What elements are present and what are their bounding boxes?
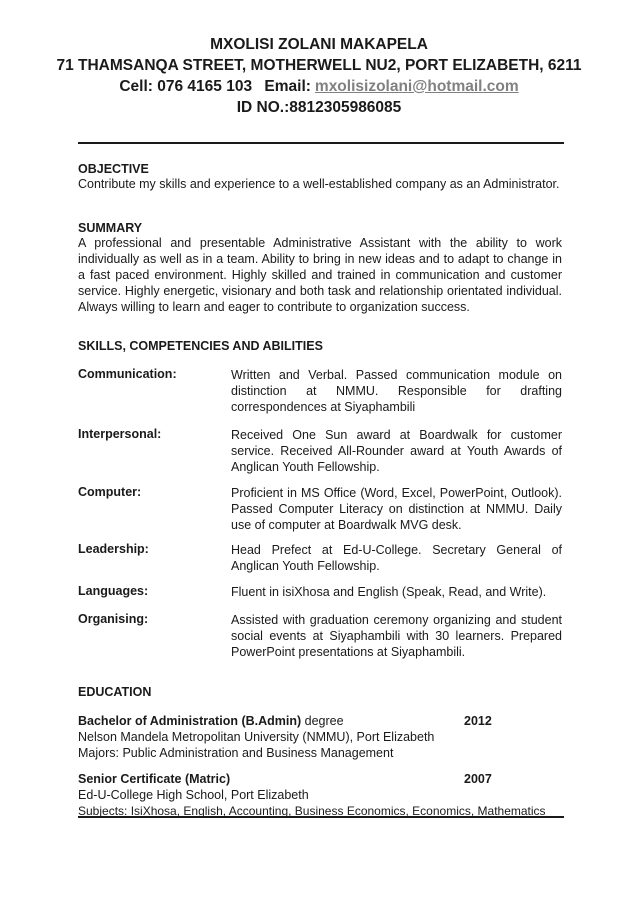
id-number: ID NO.:8812305986085 — [236, 99, 402, 116]
resume-header — [0, 34, 638, 118]
objective-title: OBJECTIVE — [78, 162, 149, 176]
skill-label-organising: Organising: — [78, 612, 149, 626]
header-divider — [78, 142, 564, 144]
education-entry — [78, 771, 564, 819]
candidate-name: MXOLISI ZOLANI MAKAPELA — [210, 36, 428, 53]
footer-divider — [78, 816, 564, 818]
education-entry — [78, 713, 564, 761]
skill-text-languages: Fluent in isiXhosa and English (Speak, Read, and Write). — [231, 585, 547, 599]
institution: Ed-U-College High School, Port Elizabeth — [78, 788, 309, 802]
summary-title: SUMMARY — [78, 221, 143, 235]
institution: Nelson Mandela Metropolitan University (NMMU), Port Elizabeth — [78, 730, 435, 744]
qualification-details: Subjects: IsiXhosa, English, Accounting, Business Economics, Economics, Mathematics — [78, 804, 546, 818]
skill-label-leadership: Leadership: — [78, 542, 149, 556]
candidate-address: 71 THAMSANQA STREET, MOTHERWELL NU2, PORT ELIZABETH, 6211 — [56, 57, 582, 74]
objective-text: Contribute my skills and experience to a well-established company as an Administrator. — [78, 177, 560, 191]
skill-text-leadership: Head Prefect at Ed-U-College. Secretary General of Anglican Youth Fellowship. — [231, 543, 562, 573]
skill-text-communication: Written and Verbal. Passed communication module on distinction at NMMU. Responsible for drafting correspondences at Siyaphambili — [231, 368, 562, 414]
education-entry-heading — [78, 713, 564, 729]
skill-label-computer: Computer: — [78, 485, 142, 499]
summary-text: A professional and presentable Administrative Assistant with the ability to work individually as well as in a team. Ability to bring in new ideas and to adapt to change in a fast paced environment. Highly skilled and trained in communication and customer service. Highly energetic, visionary and both task and relationship orientated individual. Always willing to learn and eager to contribute to organization success. — [78, 236, 562, 314]
education-title: EDUCATION — [78, 685, 152, 699]
qualification-year: 2007 — [464, 772, 492, 786]
skill-label-interpersonal: Interpersonal: — [78, 427, 162, 441]
skill-text-interpersonal: Received One Sun award at Boardwalk for customer service. Received All-Rounder award at Youth Awards of Anglican Youth Fellowship. — [231, 428, 562, 474]
skills-title: SKILLS, COMPETENCIES AND ABILITIES — [78, 339, 323, 353]
qualification-details: Majors: Public Administration and Business Management — [78, 746, 394, 760]
skill-label-communication: Communication: — [78, 367, 177, 381]
skill-text-computer: Proficient in MS Office (Word, Excel, PowerPoint, Outlook). Passed Computer Literacy on distinction at NMMU. Daily use of computer at Boardwalk MVG desk. — [231, 486, 562, 532]
skill-label-languages: Languages: — [78, 584, 149, 598]
cell-number: Cell: 076 4165 103 — [119, 78, 253, 95]
education-entry-heading — [78, 771, 564, 787]
skill-text-organising: Assisted with graduation ceremony organizing and student social events at Siyaphambili with 30 learners. Prepared PowerPoint presentations at Siyaphambili. — [231, 613, 562, 659]
qualification-suffix: degree — [301, 714, 344, 728]
contact-line — [0, 76, 638, 97]
qualification-name: Senior Certificate (Matric) — [78, 772, 231, 786]
email-link[interactable]: mxolisizolani@hotmail.com — [314, 78, 519, 95]
qualification-year: 2012 — [464, 714, 492, 728]
email-label: Email: — [264, 78, 311, 95]
qualification-name: Bachelor of Administration (B.Admin) — [78, 714, 302, 728]
